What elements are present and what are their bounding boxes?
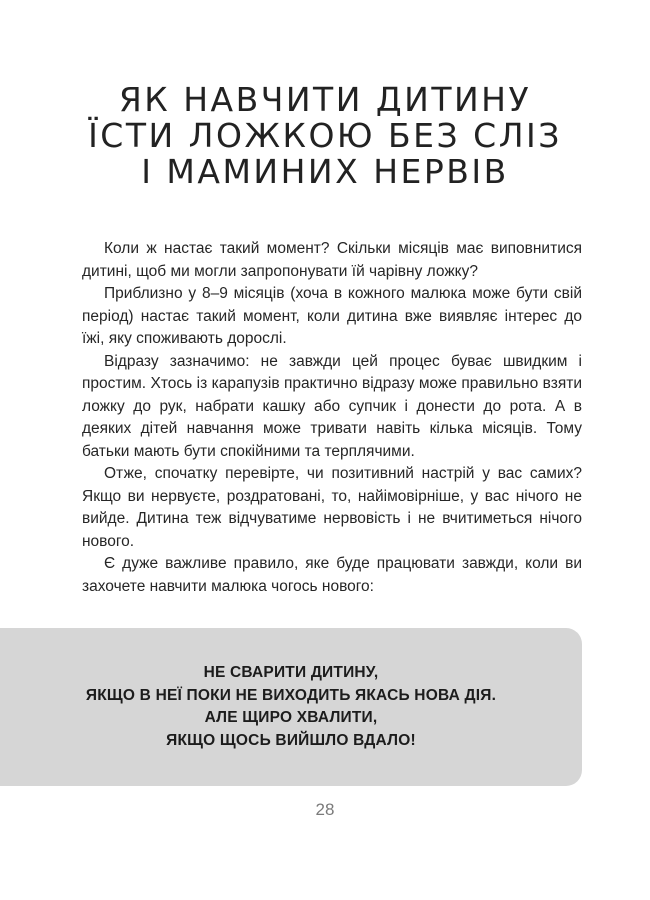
- callout-line: ЯКЩО ЩОСЬ ВИЙШЛО ВДАЛО!: [166, 731, 416, 749]
- body-text: [82, 238, 582, 598]
- callout-text: [0, 662, 582, 752]
- paragraph: Відразу зазначимо: не завжди цей процес буває швидким і простим. Хтось із карапузів практично відразу може правильно взяти ложку до рук, набрати кашку або супчик і донести до рота. А в деяких дітей навчання може тривати навіть кілька місяців. Тому батьки мають бути спокійними та терплячими.: [82, 352, 582, 460]
- callout-line: ЯКЩО В НЕЇ ПОКИ НЕ ВИХОДИТЬ ЯКАСЬ НОВА ДІЯ.: [85, 686, 497, 704]
- callout-line: НЕ СВАРИТИ ДИТИНУ,: [203, 664, 379, 681]
- rule-callout-box: [0, 628, 582, 786]
- paragraph: Є дуже важливе правило, яке буде працювати завжди, коли ви захочете навчити малюка чогось нового:: [82, 555, 582, 595]
- title-line: ЇСТИ ЛОЖКОЮ БЕЗ СЛІЗ: [88, 116, 562, 155]
- page-number: 28: [315, 800, 335, 819]
- paragraph: Приблизно у 8–9 місяців (хоча в кожного малюка може бути свій період) настає такий момент, коли дитина вже виявляє інтерес до їжі, яку споживають дорослі.: [82, 285, 582, 347]
- title-line: ЯК НАВЧИТИ ДИТИНУ: [118, 80, 532, 119]
- paragraph: Коли ж настає такий момент? Скільки місяців має виповнитися дитині, щоб ми могли запропонувати їй чарівну ложку?: [82, 240, 582, 280]
- title-line: І МАМИНИХ НЕРВІВ: [141, 152, 509, 191]
- callout-line: АЛЕ ЩИРО ХВАЛИТИ,: [204, 709, 378, 726]
- paragraph: Отже, спочатку перевірте, чи позитивний настрій у вас самих? Якщо ви нервуєте, роздратовані, то, найімовірніше, у вас нічого не вийде. Дитина теж відчуватиме нервовість і не вчитиметься нічого нового.: [82, 465, 582, 550]
- page-title: [0, 82, 650, 190]
